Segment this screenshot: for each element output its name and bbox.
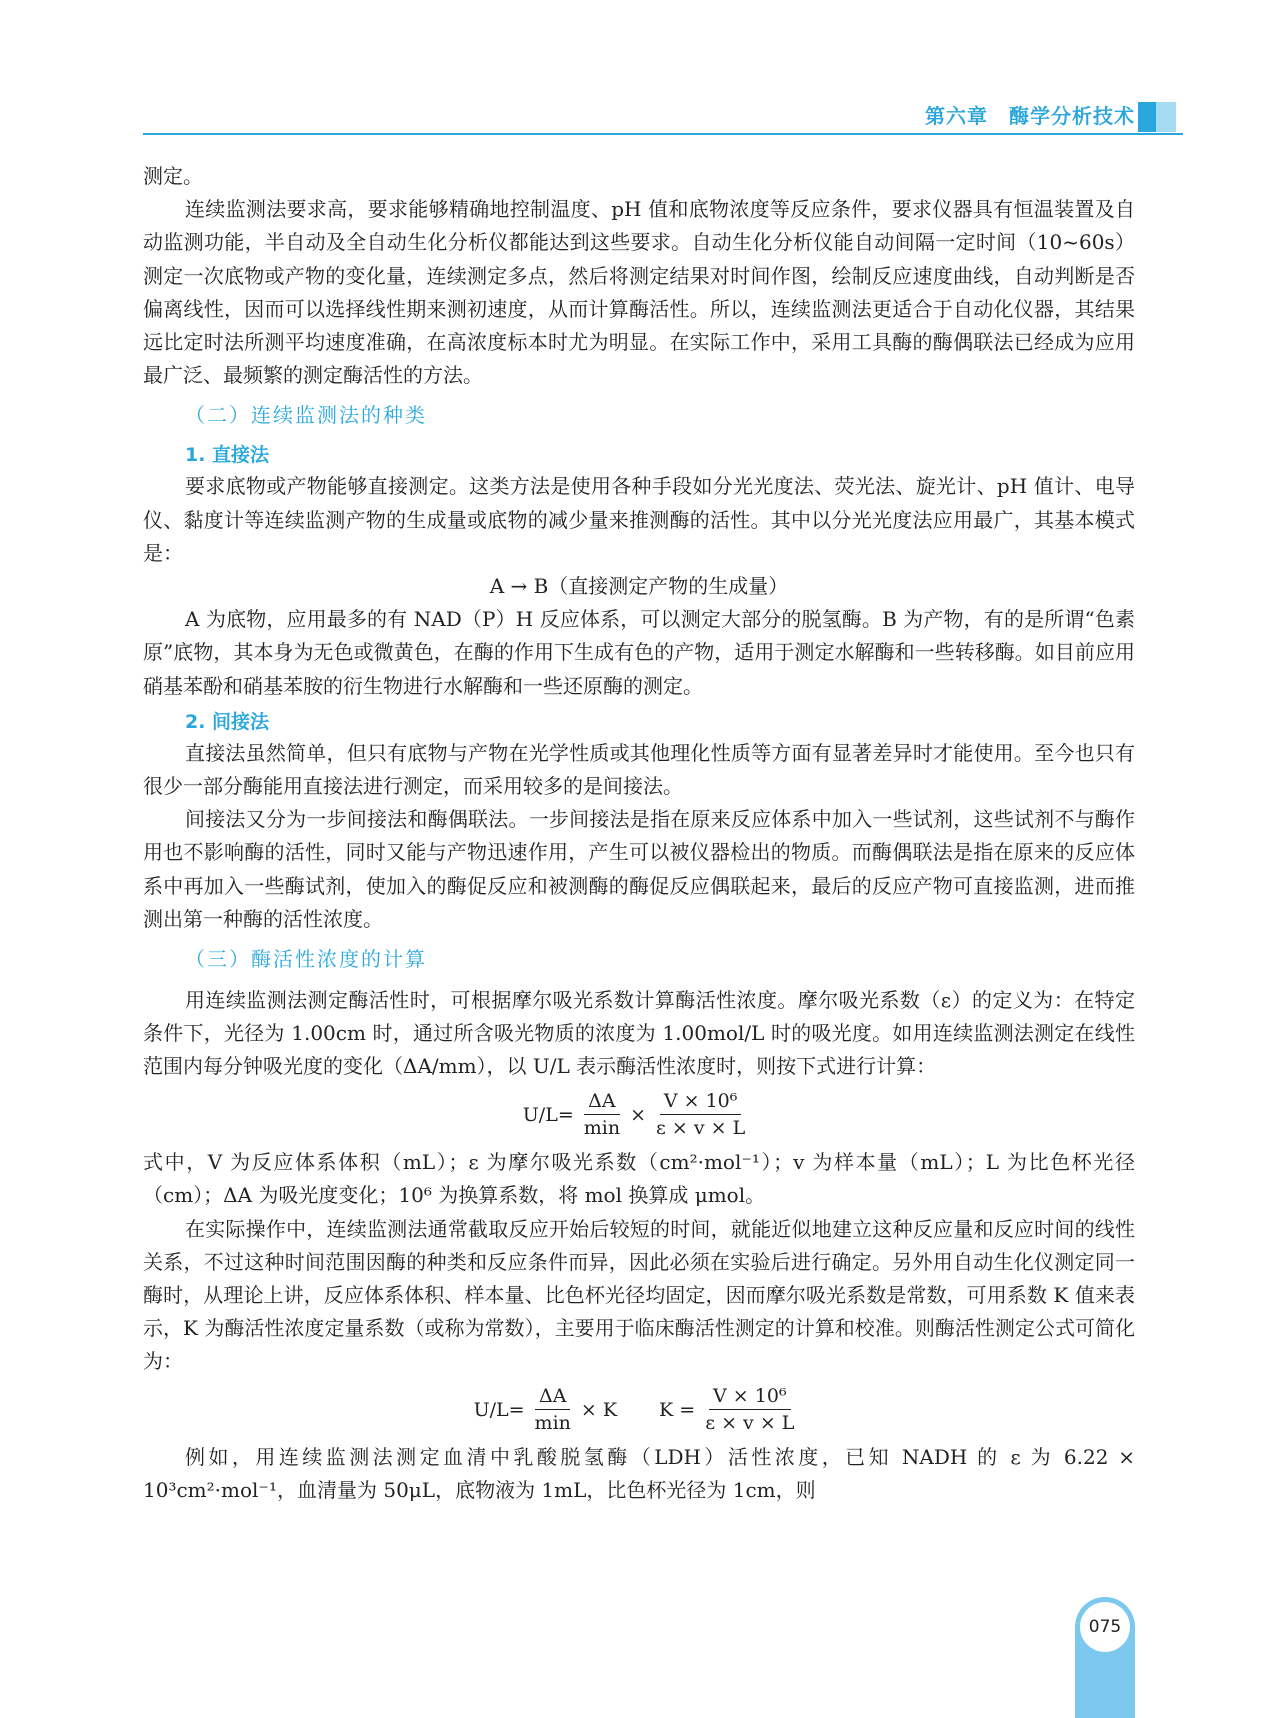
paragraph: 在实际操作中，连续监测法通常截取反应开始后较短的时间，就能近似地建立这种反应量和反应时间的线性关系，不过这种时间范围因酶的种类和反应条件而异，因此必须在实验后进行确定。另外用自动生化仪测定同一酶时，从理论上讲，反应体系体积、样本量、比色杯光径均固定，因而摩尔吸光系数是常数，可用系数 K 值来表示，K 为酶活性浓度定量系数（或称为常数），主要用于临床酶活性测定的计算和校准。则酶活性测定公式可简化为： <box>143 1216 1135 1374</box>
fraction-numerator: ΔA <box>584 1090 619 1116</box>
section-heading: （二）连续监测法的种类 <box>185 403 427 428</box>
chapter-title: 第六章 酶学分析技术 <box>925 104 1135 128</box>
fraction-numerator: ΔA <box>535 1385 570 1411</box>
fraction <box>701 1385 798 1436</box>
fraction <box>580 1090 624 1141</box>
equation: A → B（直接测定产物的生成量） <box>489 574 789 599</box>
header-rule <box>143 133 1183 135</box>
fraction-denominator: min <box>534 1412 571 1435</box>
fraction-denominator: min <box>583 1117 621 1140</box>
paragraph: 例如，用连续监测法测定血清中乳酸脱氢酶（LDH）活性浓度，已知 NADH 的 ε 为 6.22 × 10³cm²·mol⁻¹，血清量为 50μL，底物液为 1mL，比色杯光径为 1cm，则 <box>143 1445 1135 1503</box>
subsection-heading: 1. 直接法 <box>185 444 270 467</box>
times-sign: × <box>630 1103 646 1126</box>
page-body <box>143 160 1135 1508</box>
fraction-numerator: V × 10⁶ <box>709 1385 791 1411</box>
paragraph: 式中，V 为反应体系体积（mL）；ε 为摩尔吸光系数（cm²·mol⁻¹）；v 为样本量（mL）；L 为比色杯光径（cm）；ΔA 为吸光度变化；10⁶ 为换算系数，将 mol 换算成 μmol。 <box>143 1150 1135 1208</box>
fraction-denominator: ε × v × L <box>656 1117 746 1140</box>
k-formula-lhs: K = <box>659 1398 696 1421</box>
paragraph: 用连续监测法测定酶活性时，可根据摩尔吸光系数计算酶活性浓度。摩尔吸光系数（ε）的定义为：在特定条件下，光径为 1.00cm 时，通过所含吸光物质的浓度为 1.00mol/L 时的吸光度。如用连续监测法测定在线性范围内每分钟吸光度的变化（ΔA/mm），以 U/L 表示酶活性浓度时，则按下式进行计算： <box>143 988 1135 1079</box>
formula-lhs: U/L= <box>473 1398 525 1421</box>
paragraph: 直接法虽然简单，但只有底物与产物在光学性质或其他理化性质等方面有显著差异时才能使用。至今也只有很少一部分酶能用直接法进行测定，而采用较多的是间接法。 <box>143 740 1135 799</box>
formula-rhs: × K <box>580 1398 618 1421</box>
formula-simplified <box>143 1385 1135 1436</box>
formula-lhs: U/L= <box>522 1103 574 1126</box>
fraction-numerator: V × 10⁶ <box>660 1090 742 1116</box>
paragraph: 连续监测法要求高，要求能够精确地控制温度、pH 值和底物浓度等反应条件，要求仪器具有恒温装置及自动监测功能，半自动及全自动生化分析仪都能达到这些要求。自动生化分析仪能自动间隔一定时间（10~60s）测定一次底物或产物的变化量，连续测定多点，然后将测定结果对时间作图，绘制反应速度曲线，自动判断是否偏离线性，因而可以选择线性期来测初速度，从而计算酶活性。所以，连续监测法更适合于自动化仪器，其结果远比定时法所测平均速度准确，在高浓度标本时尤为明显。在实际工作中，采用工具酶的酶偶联法已经成为应用最广泛、最频繁的测定酶活性的方法。 <box>143 197 1135 388</box>
page-number: 075 <box>1080 1602 1130 1652</box>
fraction <box>531 1385 575 1436</box>
paragraph: 要求底物或产物能够直接测定。这类方法是使用各种手段如分光光度法、荧光法、旋光计、pH 值计、电导仪、黏度计等连续监测产物的生成量或底物的减少量来推测酶的活性。其中以分光光度法应用最广，其基本模式是： <box>143 474 1135 565</box>
paragraph: 间接法又分为一步间接法和酶偶联法。一步间接法是指在原来反应体系中加入一些试剂，这些试剂不与酶作用也不影响酶的活性，同时又能与产物迅速作用，产生可以被仪器检出的物质。而酶偶联法是指在原来的反应体系中再加入一些酶试剂，使加入的酶促反应和被测酶的酶促反应偶联起来，最后的反应产物可直接监测，进而推测出第一种酶的活性浓度。 <box>143 807 1135 931</box>
header-accent-block <box>1138 102 1156 132</box>
formula-activity <box>143 1090 1135 1141</box>
subsection-heading: 2. 间接法 <box>185 710 270 733</box>
paragraph: 测定。 <box>143 164 203 188</box>
paragraph: A 为底物，应用最多的有 NAD（P）H 反应体系，可以测定大部分的脱氢酶。B 为产物，有的是所谓“色素原”底物，其本身为无色或微黄色，在酶的作用下生成有色的产物，适用于测定水解酶和一些转移酶。如目前应用硝基苯酚和硝基苯胺的衍生物进行水解酶和一些还原酶的测定。 <box>143 607 1135 698</box>
header-accent-block-light <box>1156 102 1176 132</box>
fraction <box>652 1090 749 1141</box>
section-heading: （三）酶活性浓度的计算 <box>185 947 427 972</box>
fraction-denominator: ε × v × L <box>705 1412 795 1435</box>
